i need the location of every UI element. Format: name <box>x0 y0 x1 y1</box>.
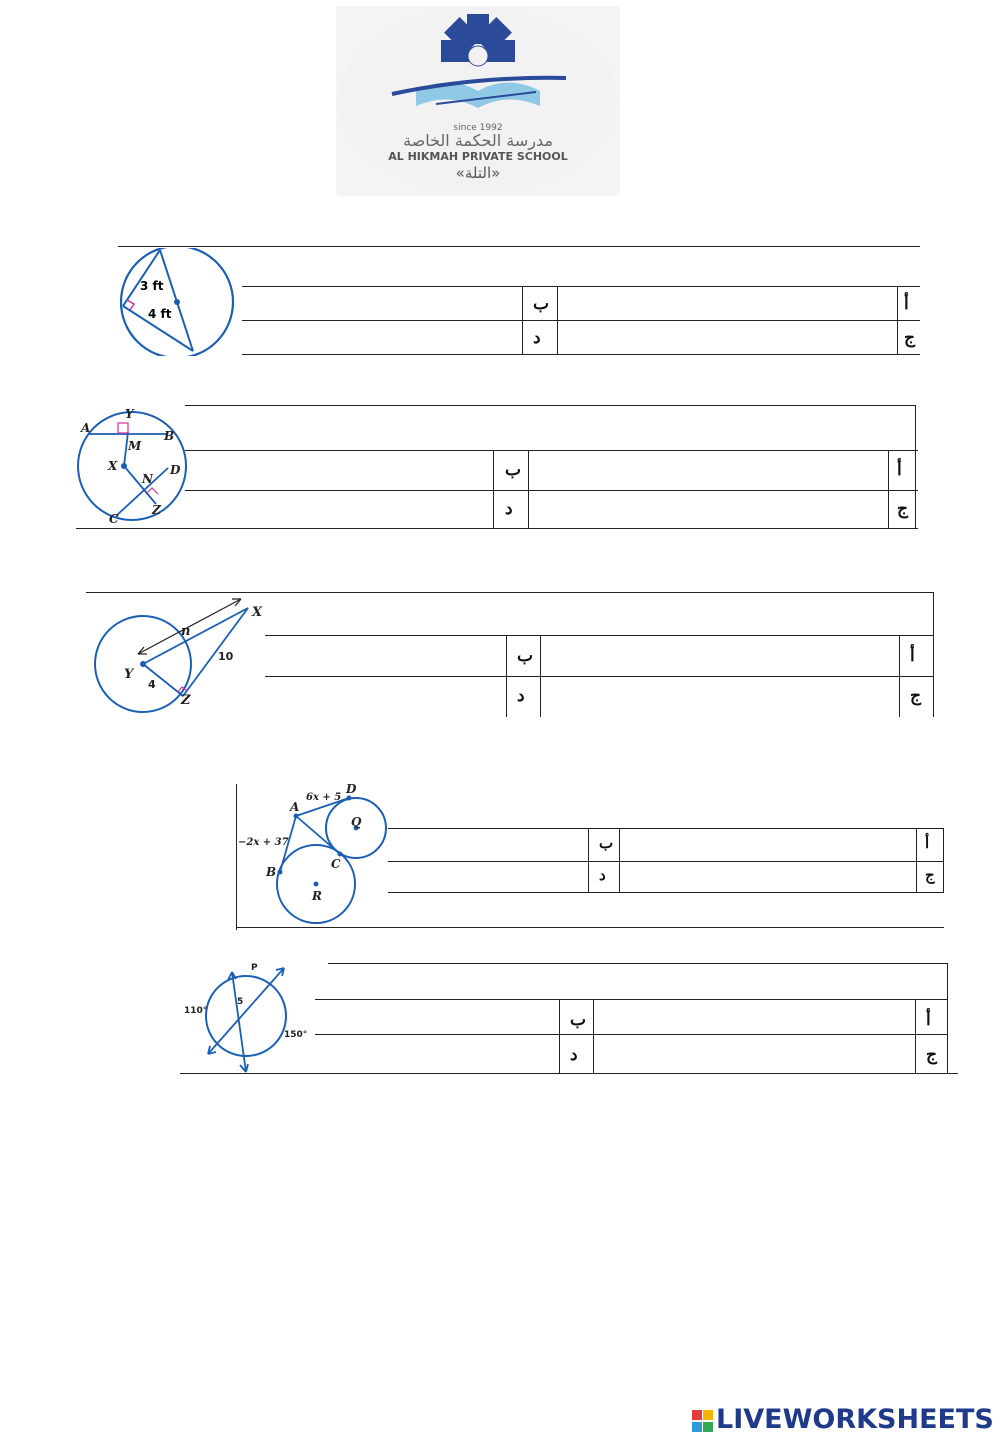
q1-circle-figure <box>114 248 238 356</box>
q2-fig-Z: Z <box>152 503 161 517</box>
q2-fig-X: X <box>108 459 118 473</box>
q3-fig-4: 4 <box>148 678 156 691</box>
q1-label-d: د <box>533 328 541 348</box>
q5-fig-five: 5 <box>237 997 244 1007</box>
q1-label-b: ب <box>533 294 550 314</box>
q1-label-c: ج <box>904 328 915 348</box>
q3-label-c: ج <box>910 686 921 706</box>
q4-fig-D: D <box>346 782 357 796</box>
q4-fig-Q: Q <box>351 815 362 829</box>
q4-fig-B: B <box>266 865 277 879</box>
q5-fig-right-arc: 150° <box>284 1030 308 1040</box>
logo-branch: «التلة» <box>455 164 501 182</box>
q3-fig-10: 10 <box>218 650 234 663</box>
q5-fig-left-arc: 110° <box>184 1006 208 1016</box>
q2-label-c: ج <box>897 499 908 519</box>
q3-label-a: أ <box>910 646 915 666</box>
q3-fig-Z: Z <box>181 693 191 708</box>
q3-label-b: ب <box>517 646 534 666</box>
q2-label-a: أ <box>897 460 902 480</box>
q5-fig-top: P <box>251 963 258 973</box>
q2-circle-figure <box>76 404 188 528</box>
q4-fig-C: C <box>331 857 341 871</box>
q4-label-a: أ <box>925 834 930 852</box>
q5-label-d: د <box>570 1045 578 1065</box>
q1-label-a: أ <box>904 294 909 314</box>
q4-fig-A: A <box>290 800 300 814</box>
q2-fig-D: D <box>170 463 181 477</box>
q4-fig-R: R <box>312 889 322 903</box>
q2-fig-M: M <box>128 439 142 453</box>
liveworksheets-logo-icon <box>692 1408 714 1434</box>
logo-since: since 1992 <box>453 123 503 133</box>
q1-fig-label-4ft: 4 ft <box>148 307 172 321</box>
q2-label-b: ب <box>505 460 522 480</box>
q3-fig-X: X <box>252 605 263 620</box>
q3-fig-n: n <box>181 624 191 639</box>
q2-fig-N: N <box>142 472 153 486</box>
q3-fig-Y: Y <box>124 667 134 682</box>
q4-label-b: ب <box>599 834 614 852</box>
q2-label-d: د <box>505 499 513 519</box>
q3-label-d: د <box>517 686 525 706</box>
q5-label-b: ب <box>570 1010 587 1030</box>
q5-secants-figure <box>180 958 314 1078</box>
q2-fig-B: B <box>164 429 175 443</box>
school-logo <box>336 6 620 196</box>
logo-english-name: AL HIKMAH PRIVATE SCHOOL <box>388 150 568 163</box>
q4-label-d: د <box>599 866 606 884</box>
q3-tangent-figure <box>86 596 268 714</box>
q4-label-c: ج <box>925 866 935 884</box>
liveworksheets-brand[interactable]: LIVEWORKSHEETS <box>716 1404 994 1435</box>
q5-label-a: أ <box>926 1010 931 1030</box>
q5-label-c: ج <box>926 1045 937 1065</box>
q4-fig-top-expr: 6x + 5 <box>306 792 342 803</box>
q4-fig-left-expr: −2x + 37 <box>238 837 289 848</box>
q2-fig-C: C <box>109 512 119 526</box>
logo-arabic-name: مدرسة الحكمة الخاصة <box>403 131 553 150</box>
q2-fig-Y: Y <box>125 407 134 421</box>
q2-fig-A: A <box>81 421 91 435</box>
q4-two-circles-figure <box>236 782 390 926</box>
q1-fig-label-3ft: 3 ft <box>140 279 164 293</box>
